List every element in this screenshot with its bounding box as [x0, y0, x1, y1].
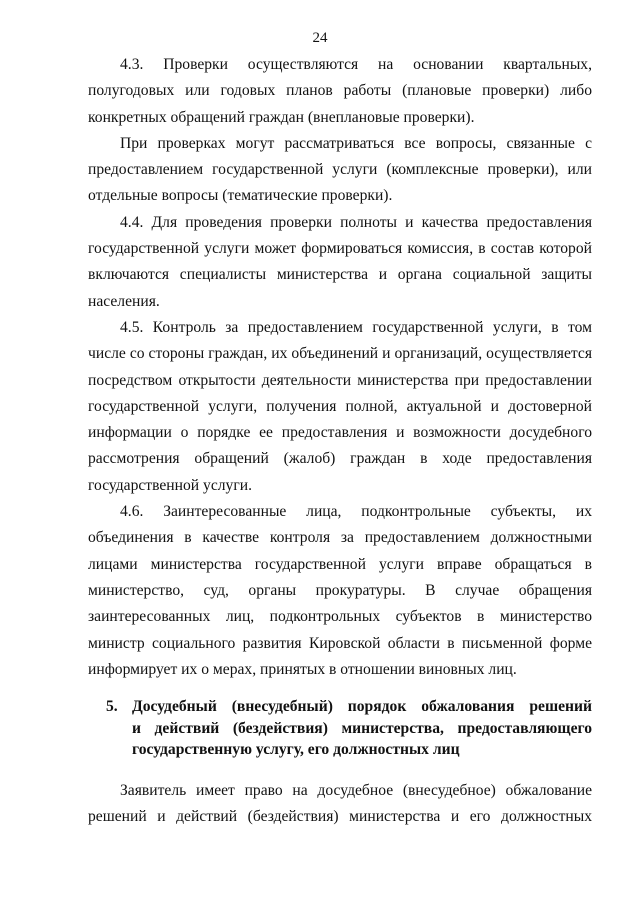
section-5-title-line-3: государственную услугу, его должностных лиц: [132, 741, 460, 759]
section-5-title-line-2: и действий (бездействия) министерства, предоставляющего: [132, 719, 592, 737]
paragraph-4-5: 4.5. Контроль за предоставлением государственной услуги, в том числе со стороны граждан, их объединений и организаций, осуществляется посредством открытости деятельности министерства при предоставлении государственной услуги, получения полной, актуальной и достоверной информации о порядке ее предоставления и возможности досудебного рассмотрения обращений (жалоб) граждан в ходе предоставления государственной услуги.: [88, 318, 592, 494]
paragraph-4-3: 4.3. Проверки осуществляются на основании квартальных, полугодовых или годовых планов работы (плановые проверки) либо конкретных обращений граждан (внеплановые проверки).: [88, 56, 592, 126]
paragraph-4-3-continued: При проверках могут рассматриваться все вопросы, связанные с предоставлением государственной услуги (комплексные проверки), или отдельные вопросы (тематические проверки).: [88, 134, 592, 205]
paragraph-4-4: 4.4. Для проведения проверки полноты и качества предоставления государственной услуги может формироваться комиссия, в состав которой включаются специалисты министерства и органа социальной защиты населения.: [88, 213, 592, 310]
section-5-number: 5.: [106, 698, 118, 716]
section-5-heading: [88, 696, 592, 761]
paragraph-4-6: 4.6. Заинтересованные лица, подконтрольные субъекты, их объединения в качестве контроля за предоставлением должностными лицами министерства государственной услуги вправе обращаться в министерство, суд, органы прокуратуры. В случае обращения заинтересованных лиц, подконтрольных субъектов в министерство министр социального развития Кировской области в письменной форме информирует их о мерах, принятых в отношении виновных лиц.: [88, 503, 592, 678]
section-5-heading-line-1: [106, 696, 592, 718]
paragraph-5-intro: Заявитель имеет право на досудебное (внесудебное) обжалование решений и действий (бездействия) министерства и его должностных: [88, 781, 592, 825]
section-5-title-line-1: Досудебный (внесудебный) порядок обжалования решений: [132, 698, 592, 716]
document-body: [88, 52, 592, 830]
page-number: 24: [312, 30, 328, 46]
